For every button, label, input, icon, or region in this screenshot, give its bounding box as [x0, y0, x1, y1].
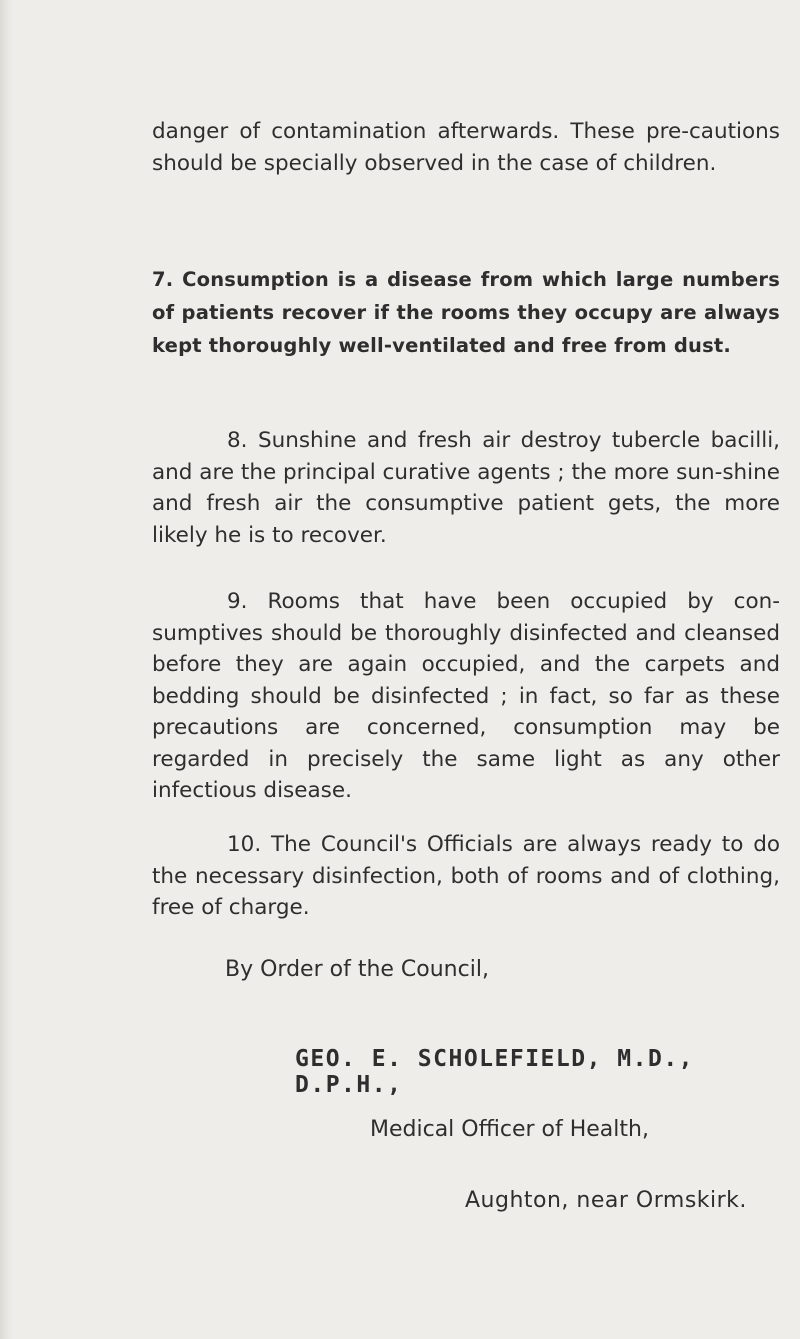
intro-paragraph: danger of contamination afterwards. These pre-cautions should be specially observed in the case of children.: [152, 119, 780, 176]
paragraph-8: 8. Sunshine and fresh air destroy tubercle bacilli, and are the principal curative agents ; the more sun-shine and fresh air the consumptive patient gets, the more likely he is to recover.: [152, 428, 780, 548]
paragraph-9: 9. Rooms that have been occupied by con-sumptives should be thoroughly disinfected and cleansed before they are again occupied, and the carpets and bedding should be disinfected ; in fact, so far as these precautions are concerned, consumption may be regarded in precisely the same light as any other infectious disease.: [152, 589, 780, 803]
paragraph-7: 7. Consumption is a disease from which large numbers of patients recover if the rooms they occupy are always kept thoroughly well-ventilated and free from dust.: [152, 268, 780, 357]
order-line: By Order of the Council,: [225, 957, 489, 982]
place-line: Aughton, near Ormskirk.: [465, 1188, 747, 1213]
signature: GEO. E. SCHOLEFIELD, M.D., D.P.H.,: [295, 1046, 695, 1098]
page-edge-shadow: [0, 0, 14, 1339]
officer-title: Medical Officer of Health,: [370, 1117, 649, 1142]
paragraph-10: 10. The Council's Officials are always ready to do the necessary disinfection, both of rooms and of clothing, free of charge.: [152, 832, 780, 920]
